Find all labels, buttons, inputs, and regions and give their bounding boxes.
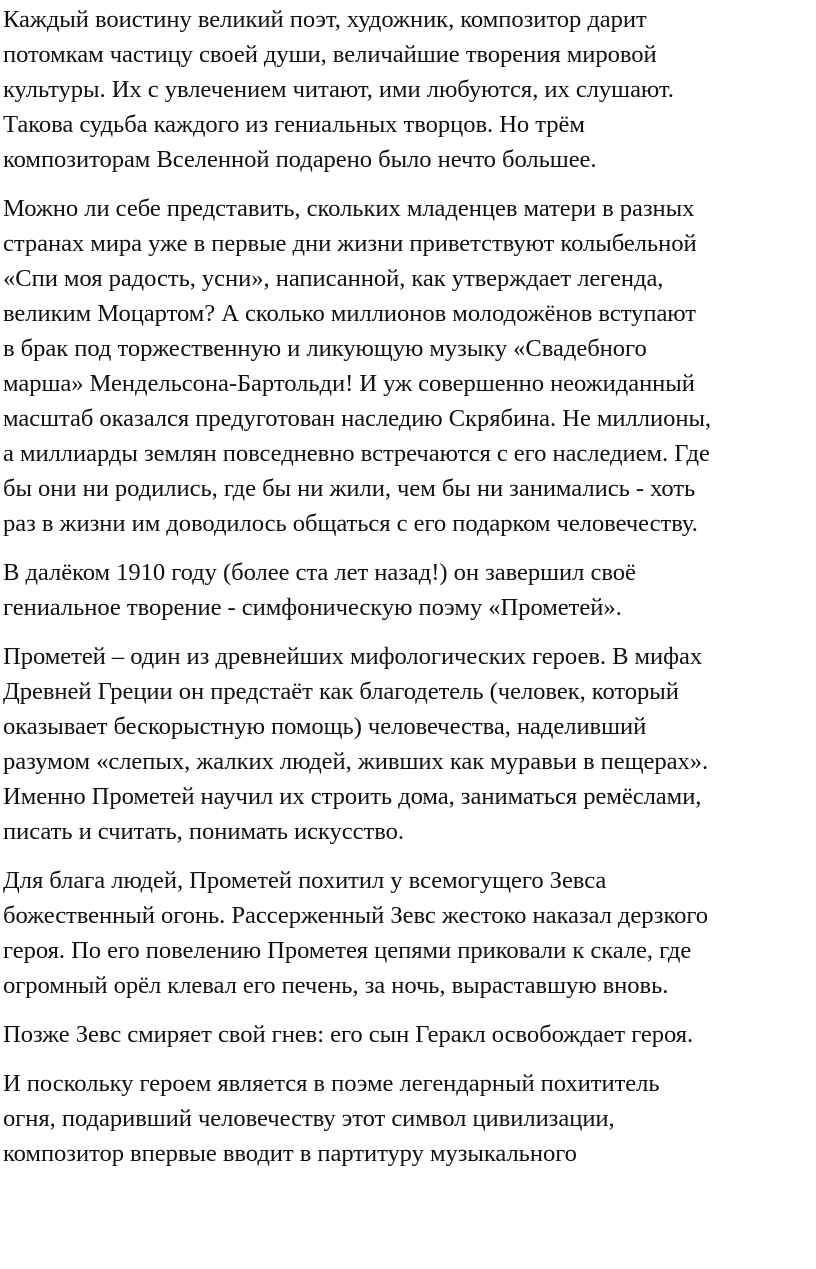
paragraph-intro: Каждый воистину великий поэт, художник, композитор дарит потомкам частицу своей души, величайшие творения мировой культуры. Их с увлечением читают, ими любуются, их слушают. Такова судьба каждого из гениальных творцов. Но трём композиторам Вселенной подарено было нечто большее. (3, 6, 674, 173)
paragraph-fire-theft: Для блага людей, Прометей похитил у всемогущего Зевса божественный огонь. Рассерженный Зевс жестоко наказал дерзкого героя. По его повелению Прометея цепями приковали к скале, где огромный орёл клевал его печень, за ночь, выраставшую вновь. (3, 867, 709, 999)
paragraph-score: И поскольку героем является в поэме легендарный похититель огня, подаривший человечеству этот символ цивилизации, композитор впервые вводит в партитуру музыкального (3, 1070, 660, 1167)
paragraph-heracles: Позже Зевс смиряет свой гнев: его сын Геракл освобождает героя. (3, 1021, 694, 1048)
paragraph-prometheus-myth: Прометей – один из древнейших мифологических героев. В мифах Древней Греции он предстаёт как благодетель (человек, который оказывает бескорыстную помощь) человечества, наделивший разумом «слепых, жалких людей, живших как муравьи в пещерах». Именно Прометей научил их строить дома, заниматься ремёслами, писать и считать, понимать искусство. (3, 643, 709, 845)
document-page (3, 0, 813, 1185)
paragraph-composers: Можно ли себе представить, скольких младенцев матери в разных странах мира уже в первые дни жизни приветствуют колыбельной «Спи моя радость, усни», написанной, как утверждает легенда, великим Моцартом? А сколько миллионов молодожёнов вступают в брак под торжественную и ликующую музыку «Свадебного марша» Мендельсона-Бартольди! И уж совершенно неожиданный масштаб оказался предуготован наследию Скрябина. Не миллионы, а миллиарды землян повседневно встречаются с его наследием. Где бы они ни родились, где бы ни жили, чем бы ни занимались - хоть раз в жизни им доводилось общаться с его подарком человечеству. (3, 195, 712, 537)
paragraph-prometheus-poem: В далёком 1910 году (более ста лет назад!) он завершил своё гениальное творение - симфоническую поэму «Прометей». (3, 559, 636, 621)
